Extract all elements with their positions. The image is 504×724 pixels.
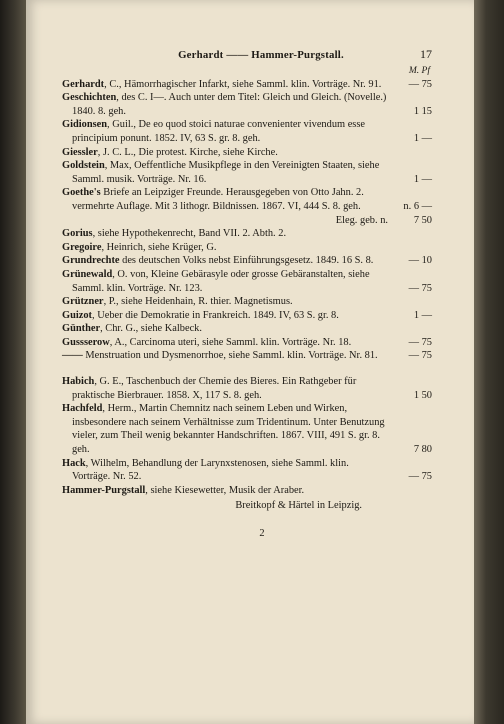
- entry-price: 7 80: [413, 444, 432, 456]
- entry-text: Menstruation und Dysmenorrhoe, siehe Samml. klin. Vorträge. Nr. 81.: [82, 350, 378, 362]
- entry-text: Eleg. geb. n.: [335, 214, 388, 226]
- entry-heading: Gidionsen: [62, 119, 108, 131]
- entry-text: , siehe Kiesewetter, Musik der Araber.: [145, 484, 305, 496]
- book-spine: [0, 0, 26, 724]
- running-title: Gerhardt —— Hammer-Purgstall.: [178, 49, 344, 61]
- entry-heading: Grundrechte: [62, 255, 120, 267]
- entry-text: , Chr. G., siehe Kalbeck.: [100, 323, 202, 335]
- section-gap: [62, 363, 432, 375]
- entry-heading: Guizot: [62, 309, 93, 321]
- entry-text: , C., Hämorrhagischer Infarkt, siehe Samml. klin. Vorträge. Nr. 91.: [104, 78, 382, 90]
- entry-price: 1 —: [413, 132, 432, 144]
- entry-text: , P., siehe Heidenhain, R. thier. Magnetismus.: [103, 296, 293, 308]
- entry-text: , Wilhelm, Behandlung der Larynxstenosen, siehe Samml. klin. Vorträge. Nr. 52.: [72, 457, 349, 483]
- entry-text: , Heinrich, siehe Krüger, G.: [101, 241, 217, 253]
- entry-text: , des C. I—. Auch unter dem Titel: Gleich und Gleich. (Novelle.) 1840. 8. geh.: [72, 92, 387, 117]
- catalog-entry: [62, 78, 432, 92]
- entry-price: — 10: [408, 255, 432, 267]
- entry-price: 1 15: [413, 105, 432, 117]
- entry-heading: Geschichten: [62, 92, 117, 104]
- entry-text: , Ueber die Demokratie in Frankreich. 1849. IV, 63 S. gr. 8.: [92, 309, 339, 321]
- catalog-entry: [62, 241, 432, 255]
- catalog-entry: [62, 375, 432, 402]
- catalog-entry: [62, 309, 432, 323]
- catalog-entry: [62, 91, 432, 118]
- entry-heading: ——: [62, 350, 83, 362]
- catalog-entry: [62, 402, 432, 456]
- entry-text: , A., Carcinoma uteri, siehe Samml. klin. Vorträge. Nr. 18.: [109, 336, 352, 348]
- entry-text: , G. E., Taschenbuch der Chemie des Bieres. Ein Rathgeber für praktische Bierbrauer. 1858. X, 117 S. 8. geh.: [72, 376, 357, 401]
- entry-heading: Günther: [62, 323, 101, 335]
- catalog-entry: [62, 349, 432, 363]
- catalog-entry: [62, 159, 432, 186]
- entry-price: 1 50: [413, 389, 432, 401]
- entry-heading: Grützner: [62, 296, 104, 308]
- entry-heading: Hachfeld: [62, 403, 103, 415]
- entry-price: n. 6 —: [403, 200, 432, 212]
- running-header: [62, 48, 432, 63]
- entry-price: 1 —: [413, 309, 432, 321]
- catalog-entry: [62, 227, 432, 241]
- catalog-entries: [62, 78, 432, 498]
- catalog-entry: [62, 484, 432, 498]
- entry-price: — 75: [408, 336, 432, 348]
- entry-heading: Goldstein: [62, 160, 105, 172]
- entry-price: — 75: [408, 282, 432, 294]
- entry-text: , Guil., De eo quod stoici naturae convenienter vivendum esse principium ponunt. 1852. IV, 63 S. gr. 8. geh.: [72, 119, 366, 144]
- catalog-entry: [62, 457, 432, 484]
- entry-text: , Herm., Martin Chemnitz nach seinem Leben und Wirken, insbesondere nach seinem Verhältnisse zum Tridentinum. Unter Benutzung vieler, zum Theil wenig bekannter Handschriften. 1867. VIII, 491 S. gr. 8. geh.: [72, 403, 385, 456]
- entry-text: , O. von, Kleine Gebärasyle oder grosse Gebäranstalten, siehe Samml. klin. Vorträge. Nr. 123.: [72, 268, 370, 294]
- page-number: 17: [420, 47, 432, 61]
- entry-heading: Habich: [62, 376, 95, 388]
- entry-text: , Max, Oeffentliche Musikpflege in den Vereinigten Staaten, siehe Samml. musik. Vorträge. Nr. 16.: [72, 160, 380, 185]
- catalog-entry: [62, 322, 432, 336]
- catalog-entry: [62, 146, 432, 160]
- catalog-entry: [62, 268, 432, 295]
- catalog-entry: [62, 186, 432, 213]
- publisher-footer: Breitkopf & Härtel in Leipzig.: [235, 500, 362, 512]
- entry-price: — 75: [408, 350, 432, 362]
- entry-heading: Gussserow: [62, 336, 110, 348]
- entry-price: 1 —: [413, 173, 432, 185]
- entry-price: 7 50: [413, 214, 432, 226]
- catalog-entry: [62, 336, 432, 350]
- signature-mark: 2: [259, 528, 265, 539]
- entry-heading: Gerhardt: [62, 78, 105, 90]
- page-edge: [474, 0, 504, 724]
- catalog-entry: [62, 295, 432, 309]
- catalog-entry: [62, 118, 432, 145]
- catalog-entry: [62, 254, 432, 268]
- entry-heading: Hammer-Purgstall: [62, 484, 146, 496]
- entry-heading: Hack: [62, 457, 86, 469]
- catalog-entry: [62, 214, 432, 228]
- entry-heading: Giessler: [62, 146, 98, 158]
- entry-heading: Grünewald: [62, 268, 113, 280]
- entry-heading: Gregoire: [62, 241, 102, 253]
- entry-price: — 75: [408, 471, 432, 483]
- entry-text: , siehe Hypothekenrecht, Band VII. 2. Abth. 2.: [92, 228, 287, 240]
- entry-price: — 75: [408, 78, 432, 90]
- page-content: [62, 48, 432, 541]
- entry-text: des deutschen Volks nebst Einführungsgesetz. 1849. 16 S. 8.: [119, 255, 374, 267]
- entry-heading: Gorius: [62, 228, 93, 240]
- entry-text: , J. C. L., Die protest. Kirche, siehe Kirche.: [97, 146, 278, 158]
- entry-heading: Goethe's: [62, 187, 101, 199]
- entry-text: Briefe an Leipziger Freunde. Herausgegeben von Otto Jahn. 2. vermehrte Auflage. Mit 3 lithogr. Bildnissen. 1867. VI, 444 S. 8. geh.: [72, 187, 364, 212]
- currency-header: M. Pf: [408, 65, 430, 76]
